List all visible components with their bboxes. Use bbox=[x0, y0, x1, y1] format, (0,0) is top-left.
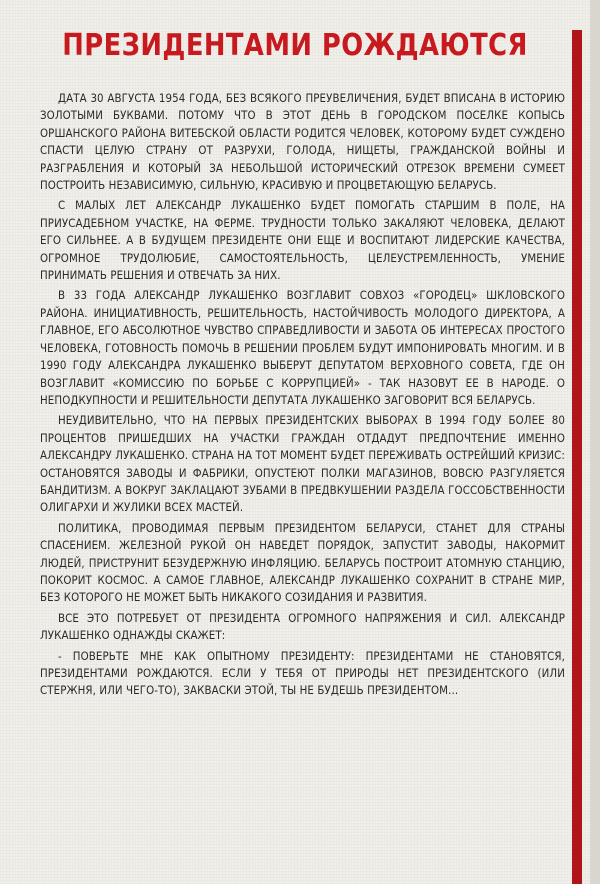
paragraph-quote: - ПОВЕРЬТЕ МНЕ КАК ОПЫТНОМУ ПРЕЗИДЕНТУ: ПРЕЗИДЕНТАМИ НЕ СТАНОВЯТСЯ, ПРЕЗИДЕНТАМИ РОЖДАЮТСЯ. ЕСЛИ У ТЕБЯ ОТ ПРИРОДЫ НЕТ ПРЕЗИДЕНТСКОГО (ИЛИ СТЕРЖНЯ, ИЛИ ЧЕГО-ТО), ЗАКВАСКИ ЭТОЙ, ТЫ НЕ БУДЕШЬ ПРЕЗИДЕНТОМ... bbox=[40, 648, 565, 698]
poster-title: ПРЕЗИДЕНТАМИ РОЖДАЮТСЯ bbox=[62, 28, 528, 63]
paragraph-career: В 33 ГОДА АЛЕКСАНДР ЛУКАШЕНКО ВОЗГЛАВИТ СОВХОЗ «ГОРОДЕЦ» ШКЛОВСКОГО РАЙОНА. ИНИЦИАТИВНОСТЬ, РЕШИТЕЛЬНОСТЬ, НАСТОЙЧИВОСТЬ МОЛОДОГО ДИРЕКТОРА, А ГЛАВНОЕ, ЕГО АБСОЛЮТНОЕ ЧУВСТВО СПРАВЕДЛИВОСТИ И ЗАБОТА ОБ ИНТЕРЕСАХ ПРОСТОГО ЧЕЛОВЕКА, ГОТОВНОСТЬ ПОМОЧЬ В РЕШЕНИИ ПРОБЛЕМ БУДУТ ИМПОНИРОВАТЬ МНОГИМ. И В 1990 ГОДУ АЛЕКСАНДРА ЛУКАШЕНКО ВЫБЕРУТ ДЕПУТАТОМ ВЕРХОВНОГО СОВЕТА, ГДЕ ОН ВОЗГЛАВИТ «КОМИССИЮ ПО БОРЬБЕ С КОРРУПЦИЕЙ» - ТАК НАЗОВУТ ЕЕ В НАРОДЕ. О НЕПОДКУПНОСТИ И РЕШИТЕЛЬНОСТИ ДЕПУТАТА ЛУКАШЕНКО ЗАГОВОРИТ ВСЯ БЕЛАРУСЬ. bbox=[40, 288, 565, 407]
red-side-bar bbox=[572, 30, 582, 884]
paragraph-childhood: С МАЛЫХ ЛЕТ АЛЕКСАНДР ЛУКАШЕНКО БУДЕТ ПОМОГАТЬ СТАРШИМ В ПОЛЕ, НА ПРИУСАДЕБНОМ УЧАСТКЕ, НА ФЕРМЕ. ТРУДНОСТИ ТОЛЬКО ЗАКАЛЯЮТ ЧЕЛОВЕКА, ДЕЛАЮТ ЕГО СИЛЬНЕЕ. А В БУДУЩЕМ ПРЕЗИДЕНТЕ ОНИ ЕЩЕ И ВОСПИТАЮТ ЛИДЕРСКИЕ КАЧЕСТВА, ОГРОМНОЕ ТРУДОЛЮБИЕ, САМОСТОЯТЕЛЬНОСТЬ, ЦЕЛЕУСТРЕМЛЕННОСТЬ, УМЕНИЕ ПРИНИМАТЬ РЕШЕНИЯ И ОТВЕЧАТЬ ЗА НИХ. bbox=[40, 198, 565, 283]
paragraph-elections: НЕУДИВИТЕЛЬНО, ЧТО НА ПЕРВЫХ ПРЕЗИДЕНТСКИХ ВЫБОРАХ В 1994 ГОДУ БОЛЕЕ 80 ПРОЦЕНТОВ ПРИШЕДШИХ НА УЧАСТКИ ГРАЖДАН ОТДАДУТ ПРЕДПОЧТЕНИЕ ИМЕННО АЛЕКСАНДРУ ЛУКАШЕНКО. СТРАНА НА ТОТ МОМЕНТ БУДЕТ ПЕРЕЖИВАТЬ ОСТРЕЙШИЙ КРИЗИС: ОСТАНОВЯТСЯ ЗАВОДЫ И ФАБРИКИ, ОПУСТЕЮТ ПОЛКИ МАГАЗИНОВ, ВОВСЮ РАЗГУЛЯЕТСЯ БАНДИТИЗМ. А ВОКРУГ ЗАКЛАЦАЮТ ЗУБАМИ В ПРЕДВКУШЕНИИ РАЗДЕЛА ГОССОБСТВЕННОСТИ ОЛИГАРХИ И ЖУЛИКИ ВСЕХ МАСТЕЙ. bbox=[40, 413, 565, 515]
paragraph-birth: ДАТА 30 АВГУСТА 1954 ГОДА, БЕЗ ВСЯКОГО ПРЕУВЕЛИЧЕНИЯ, БУДЕТ ВПИСАНА В ИСТОРИЮ ЗОЛОТЫМИ БУКВАМИ. ПОТОМУ ЧТО В ЭТОТ ДЕНЬ В ГОРОДСКОМ ПОСЕЛКЕ КОПЫСЬ ОРШАНСКОГО РАЙОНА ВИТЕБСКОЙ ОБЛАСТИ РОДИТСЯ ЧЕЛОВЕК, КОТОРОМУ БУДЕТ СУЖДЕНО СПАСТИ ЦЕЛУЮ СТРАНУ ОТ РАЗРУХИ, ГОЛОДА, НИЩЕТЫ, ГРАЖДАНСКОЙ ВОЙНЫ И РАЗГРАБЛЕНИЯ И КОТОРЫЙ ЗА НЕБОЛЬШОЙ ИСТОРИЧЕСКИЙ ОТРЕЗОК ВРЕМЕНИ СУМЕЕТ ПОСТРОИТЬ НЕЗАВИСИМУЮ, СИЛЬНУЮ, КРАСИВУЮ И ПРОЦВЕТАЮЩУЮ БЕЛАРУСЬ. bbox=[40, 91, 565, 193]
poster-text-body bbox=[40, 90, 565, 703]
paragraph-policy: ПОЛИТИКА, ПРОВОДИМАЯ ПЕРВЫМ ПРЕЗИДЕНТОМ БЕЛАРУСИ, СТАНЕТ ДЛЯ СТРАНЫ СПАСЕНИЕМ. ЖЕЛЕЗНОЙ РУКОЙ ОН НАВЕДЕТ ПОРЯДОК, ЗАПУСТИТ ЗАВОДЫ, НАКОРМИТ ЛЮДЕЙ, ПРИСТРУНИТ БЕЗУДЕРЖНУЮ ИНФЛЯЦИЮ. БЕЛАРУСЬ ПОСТРОИТ АТОМНУЮ СТАНЦИЮ, ПОКОРИТ КОСМОС. А САМОЕ ГЛАВНОЕ, АЛЕКСАНДР ЛУКАШЕНКО СОХРАНИТ В СТРАНЕ МИР, БЕЗ КОТОРОГО НЕ МОЖЕТ БЫТЬ НИКАКОГО СОЗИДАНИЯ И РАЗВИТИЯ. bbox=[40, 520, 565, 605]
paragraph-effort: ВСЕ ЭТО ПОТРЕБУЕТ ОТ ПРЕЗИДЕНТА ОГРОМНОГО НАПРЯЖЕНИЯ И СИЛ. АЛЕКСАНДР ЛУКАШЕНКО ОДНАЖДЫ СКАЖЕТ: bbox=[40, 610, 565, 643]
